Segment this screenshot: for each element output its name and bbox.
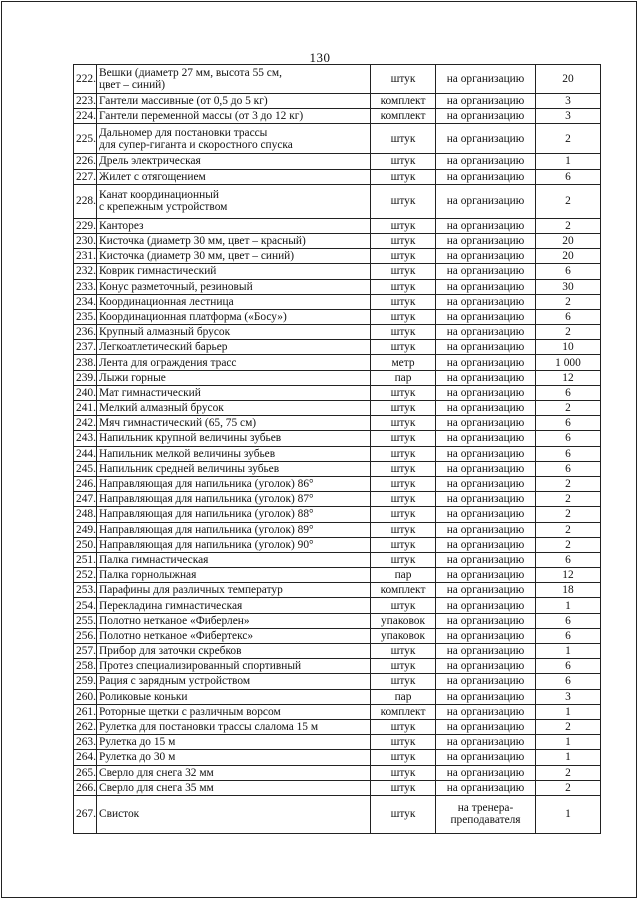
row-number: 255. xyxy=(74,613,97,628)
row-number: 257. xyxy=(74,644,97,659)
allocation-scope: на организацию xyxy=(436,124,536,154)
item-name: Направляющая для напильника (уголок) 88° xyxy=(97,507,371,522)
row-number: 223. xyxy=(74,94,97,109)
item-name: Роликовые коньки xyxy=(97,689,371,704)
table-row xyxy=(74,264,601,279)
allocation-scope: на организацию xyxy=(436,294,536,309)
quantity: 2 xyxy=(536,124,601,154)
unit-of-measure: штук xyxy=(371,492,436,507)
table-row xyxy=(74,154,601,169)
unit-of-measure: штук xyxy=(371,416,436,431)
table-row xyxy=(74,522,601,537)
unit-of-measure: комплект xyxy=(371,94,436,109)
unit-of-measure: штук xyxy=(371,340,436,355)
allocation-scope: на организацию xyxy=(436,154,536,169)
table-row xyxy=(74,416,601,431)
quantity: 18 xyxy=(536,583,601,598)
allocation-scope: на организацию xyxy=(436,169,536,184)
table-row xyxy=(74,765,601,780)
inventory-table xyxy=(73,64,601,834)
item-name: Полотно нетканое «Фиберлен» xyxy=(97,613,371,628)
table-row xyxy=(74,233,601,248)
item-name: Рулетка до 15 м xyxy=(97,735,371,750)
table-row xyxy=(74,279,601,294)
item-name: Мяч гимнастический (65, 75 см) xyxy=(97,416,371,431)
allocation-scope: на организацию xyxy=(436,583,536,598)
table-row xyxy=(74,689,601,704)
quantity: 6 xyxy=(536,431,601,446)
unit-of-measure: упаковок xyxy=(371,613,436,628)
item-name: Жилет с отягощением xyxy=(97,169,371,184)
quantity: 6 xyxy=(536,674,601,689)
table-row xyxy=(74,735,601,750)
row-number: 228. xyxy=(74,184,97,218)
table-row xyxy=(74,184,601,218)
allocation-scope: на организацию xyxy=(436,370,536,385)
unit-of-measure: штук xyxy=(371,598,436,613)
row-number: 262. xyxy=(74,719,97,734)
unit-of-measure: штук xyxy=(371,124,436,154)
item-name: Палка гимнастическая xyxy=(97,552,371,567)
row-number: 226. xyxy=(74,154,97,169)
page-number: 130 xyxy=(309,50,331,65)
item-name: Крупный алмазный брусок xyxy=(97,325,371,340)
allocation-scope: на организацию xyxy=(436,552,536,567)
allocation-scope: на организацию xyxy=(436,704,536,719)
allocation-scope: на организацию xyxy=(436,431,536,446)
unit-of-measure: штук xyxy=(371,401,436,416)
allocation-scope: на организацию xyxy=(436,674,536,689)
table-row xyxy=(74,750,601,765)
table-row xyxy=(74,461,601,476)
unit-of-measure: штук xyxy=(371,249,436,264)
item-name: Свисток xyxy=(97,795,371,833)
item-name: Мелкий алмазный брусок xyxy=(97,401,371,416)
row-number: 247. xyxy=(74,492,97,507)
table-row xyxy=(74,644,601,659)
quantity: 2 xyxy=(536,218,601,233)
item-name: Гантели переменной массы (от 3 до 12 кг) xyxy=(97,109,371,124)
quantity: 30 xyxy=(536,279,601,294)
item-name: Направляющая для напильника (уголок) 87° xyxy=(97,492,371,507)
quantity: 3 xyxy=(536,109,601,124)
unit-of-measure: штук xyxy=(371,309,436,324)
row-number: 250. xyxy=(74,537,97,552)
allocation-scope: на организацию xyxy=(436,461,536,476)
allocation-scope: на организацию xyxy=(436,719,536,734)
quantity: 6 xyxy=(536,385,601,400)
row-number: 251. xyxy=(74,552,97,567)
row-number: 230. xyxy=(74,233,97,248)
allocation-scope: на организацию xyxy=(436,644,536,659)
row-number: 224. xyxy=(74,109,97,124)
unit-of-measure: штук xyxy=(371,184,436,218)
item-name: Рулетка до 30 м xyxy=(97,750,371,765)
unit-of-measure: штук xyxy=(371,431,436,446)
item-name: Сверло для снега 35 мм xyxy=(97,780,371,795)
unit-of-measure: штук xyxy=(371,795,436,833)
item-name: Гантели массивные (от 0,5 до 5 кг) xyxy=(97,94,371,109)
table-row xyxy=(74,109,601,124)
allocation-scope: на организацию xyxy=(436,522,536,537)
item-name: Мат гимнастический xyxy=(97,385,371,400)
unit-of-measure: штук xyxy=(371,644,436,659)
item-name: Рулетка для постановки трассы слалома 15 м xyxy=(97,719,371,734)
item-name: Координационная лестница xyxy=(97,294,371,309)
item-name: Рация с зарядным устройством xyxy=(97,674,371,689)
quantity: 2 xyxy=(536,537,601,552)
item-name: Роторные щетки с различным ворсом xyxy=(97,704,371,719)
row-number: 239. xyxy=(74,370,97,385)
quantity: 2 xyxy=(536,476,601,491)
item-name: Сверло для снега 32 мм xyxy=(97,765,371,780)
row-number: 232. xyxy=(74,264,97,279)
unit-of-measure: упаковок xyxy=(371,628,436,643)
quantity: 20 xyxy=(536,65,601,94)
unit-of-measure: комплект xyxy=(371,583,436,598)
quantity: 6 xyxy=(536,613,601,628)
row-number: 222. xyxy=(74,65,97,94)
allocation-scope: на тренера- преподавателя xyxy=(436,795,536,833)
allocation-scope: на организацию xyxy=(436,507,536,522)
table-row xyxy=(74,65,601,94)
allocation-scope: на организацию xyxy=(436,385,536,400)
unit-of-measure: штук xyxy=(371,674,436,689)
item-name: Перекладина гимнастическая xyxy=(97,598,371,613)
unit-of-measure: штук xyxy=(371,233,436,248)
row-number: 252. xyxy=(74,568,97,583)
item-name: Легкоатлетический барьер xyxy=(97,340,371,355)
row-number: 234. xyxy=(74,294,97,309)
table-row xyxy=(74,704,601,719)
quantity: 2 xyxy=(536,507,601,522)
row-number: 240. xyxy=(74,385,97,400)
row-number: 238. xyxy=(74,355,97,370)
item-name: Напильник средней величины зубьев xyxy=(97,461,371,476)
unit-of-measure: штук xyxy=(371,522,436,537)
quantity: 2 xyxy=(536,719,601,734)
table-row xyxy=(74,401,601,416)
item-name: Кисточка (диаметр 30 мм, цвет – красный) xyxy=(97,233,371,248)
table-row xyxy=(74,294,601,309)
row-number: 227. xyxy=(74,169,97,184)
item-name: Вешки (диаметр 27 мм, высота 55 см, цвет – синий) xyxy=(97,65,371,94)
allocation-scope: на организацию xyxy=(436,355,536,370)
table-row xyxy=(74,507,601,522)
table-row xyxy=(74,537,601,552)
item-name: Конус разметочный, резиновый xyxy=(97,279,371,294)
table-row xyxy=(74,309,601,324)
unit-of-measure: штук xyxy=(371,218,436,233)
allocation-scope: на организацию xyxy=(436,628,536,643)
row-number: 266. xyxy=(74,780,97,795)
quantity: 10 xyxy=(536,340,601,355)
table-row xyxy=(74,628,601,643)
allocation-scope: на организацию xyxy=(436,735,536,750)
quantity: 2 xyxy=(536,184,601,218)
allocation-scope: на организацию xyxy=(436,233,536,248)
row-number: 235. xyxy=(74,309,97,324)
quantity: 20 xyxy=(536,249,601,264)
unit-of-measure: штук xyxy=(371,659,436,674)
allocation-scope: на организацию xyxy=(436,765,536,780)
unit-of-measure: штук xyxy=(371,537,436,552)
quantity: 6 xyxy=(536,461,601,476)
quantity: 1 xyxy=(536,750,601,765)
table-row xyxy=(74,598,601,613)
row-number: 248. xyxy=(74,507,97,522)
item-name: Палка горнолыжная xyxy=(97,568,371,583)
allocation-scope: на организацию xyxy=(436,184,536,218)
item-name: Канторез xyxy=(97,218,371,233)
row-number: 237. xyxy=(74,340,97,355)
row-number: 233. xyxy=(74,279,97,294)
allocation-scope: на организацию xyxy=(436,446,536,461)
row-number: 243. xyxy=(74,431,97,446)
allocation-scope: на организацию xyxy=(436,537,536,552)
unit-of-measure: штук xyxy=(371,507,436,522)
allocation-scope: на организацию xyxy=(436,94,536,109)
table-row xyxy=(74,124,601,154)
row-number: 236. xyxy=(74,325,97,340)
row-number: 245. xyxy=(74,461,97,476)
inventory-table-body xyxy=(74,65,601,834)
unit-of-measure: штук xyxy=(371,446,436,461)
row-number: 267. xyxy=(74,795,97,833)
allocation-scope: на организацию xyxy=(436,264,536,279)
allocation-scope: на организацию xyxy=(436,780,536,795)
table-row xyxy=(74,780,601,795)
row-number: 260. xyxy=(74,689,97,704)
table-row xyxy=(74,476,601,491)
quantity: 2 xyxy=(536,522,601,537)
quantity: 1 xyxy=(536,795,601,833)
table-row xyxy=(74,492,601,507)
row-number: 241. xyxy=(74,401,97,416)
quantity: 6 xyxy=(536,264,601,279)
quantity: 2 xyxy=(536,401,601,416)
item-name: Напильник мелкой величины зубьев xyxy=(97,446,371,461)
quantity: 6 xyxy=(536,628,601,643)
unit-of-measure: пар xyxy=(371,689,436,704)
unit-of-measure: штук xyxy=(371,264,436,279)
row-number: 261. xyxy=(74,704,97,719)
row-number: 264. xyxy=(74,750,97,765)
unit-of-measure: штук xyxy=(371,735,436,750)
table-row xyxy=(74,431,601,446)
unit-of-measure: комплект xyxy=(371,109,436,124)
quantity: 12 xyxy=(536,568,601,583)
item-name: Лента для ограждения трасс xyxy=(97,355,371,370)
table-row xyxy=(74,795,601,833)
quantity: 6 xyxy=(536,659,601,674)
table-row xyxy=(74,169,601,184)
quantity: 6 xyxy=(536,552,601,567)
allocation-scope: на организацию xyxy=(436,279,536,294)
allocation-scope: на организацию xyxy=(436,325,536,340)
quantity: 6 xyxy=(536,446,601,461)
quantity: 1 xyxy=(536,154,601,169)
table-row xyxy=(74,583,601,598)
row-number: 231. xyxy=(74,249,97,264)
table-row xyxy=(74,249,601,264)
quantity: 12 xyxy=(536,370,601,385)
row-number: 256. xyxy=(74,628,97,643)
unit-of-measure: комплект xyxy=(371,704,436,719)
quantity: 6 xyxy=(536,416,601,431)
item-name: Дрель электрическая xyxy=(97,154,371,169)
item-name: Кисточка (диаметр 30 мм, цвет – синий) xyxy=(97,249,371,264)
table-row xyxy=(74,370,601,385)
quantity: 2 xyxy=(536,765,601,780)
row-number: 246. xyxy=(74,476,97,491)
unit-of-measure: штук xyxy=(371,154,436,169)
item-name: Координационная платформа («Босу») xyxy=(97,309,371,324)
item-name: Напильник крупной величины зубьев xyxy=(97,431,371,446)
row-number: 253. xyxy=(74,583,97,598)
unit-of-measure: штук xyxy=(371,750,436,765)
unit-of-measure: пар xyxy=(371,568,436,583)
table-row xyxy=(74,218,601,233)
allocation-scope: на организацию xyxy=(436,659,536,674)
item-name: Протез специализированный спортивный xyxy=(97,659,371,674)
allocation-scope: на организацию xyxy=(436,613,536,628)
table-row xyxy=(74,355,601,370)
unit-of-measure: штук xyxy=(371,169,436,184)
table-row xyxy=(74,94,601,109)
allocation-scope: на организацию xyxy=(436,340,536,355)
quantity: 3 xyxy=(536,94,601,109)
row-number: 265. xyxy=(74,765,97,780)
item-name: Прибор для заточки скребков xyxy=(97,644,371,659)
row-number: 259. xyxy=(74,674,97,689)
quantity: 2 xyxy=(536,780,601,795)
allocation-scope: на организацию xyxy=(436,401,536,416)
quantity: 6 xyxy=(536,169,601,184)
table-row xyxy=(74,659,601,674)
item-name: Лыжи горные xyxy=(97,370,371,385)
unit-of-measure: штук xyxy=(371,476,436,491)
item-name: Дальномер для постановки трассы для супер-гиганта и скоростного спуска xyxy=(97,124,371,154)
quantity: 2 xyxy=(536,325,601,340)
allocation-scope: на организацию xyxy=(436,598,536,613)
item-name: Направляющая для напильника (уголок) 90° xyxy=(97,537,371,552)
unit-of-measure: штук xyxy=(371,325,436,340)
allocation-scope: на организацию xyxy=(436,750,536,765)
table-row xyxy=(74,325,601,340)
allocation-scope: на организацию xyxy=(436,476,536,491)
quantity: 2 xyxy=(536,294,601,309)
unit-of-measure: штук xyxy=(371,294,436,309)
unit-of-measure: штук xyxy=(371,552,436,567)
item-name: Направляющая для напильника (уголок) 89° xyxy=(97,522,371,537)
unit-of-measure: пар xyxy=(371,370,436,385)
allocation-scope: на организацию xyxy=(436,568,536,583)
unit-of-measure: штук xyxy=(371,461,436,476)
row-number: 225. xyxy=(74,124,97,154)
quantity: 1 xyxy=(536,644,601,659)
table-row xyxy=(74,568,601,583)
unit-of-measure: метр xyxy=(371,355,436,370)
item-name: Парафины для различных температур xyxy=(97,583,371,598)
table-row xyxy=(74,552,601,567)
allocation-scope: на организацию xyxy=(436,309,536,324)
item-name: Канат координационный с крепежным устройством xyxy=(97,184,371,218)
row-number: 254. xyxy=(74,598,97,613)
table-row xyxy=(74,719,601,734)
allocation-scope: на организацию xyxy=(436,65,536,94)
quantity: 20 xyxy=(536,233,601,248)
unit-of-measure: штук xyxy=(371,279,436,294)
row-number: 244. xyxy=(74,446,97,461)
quantity: 1 xyxy=(536,735,601,750)
allocation-scope: на организацию xyxy=(436,689,536,704)
row-number: 258. xyxy=(74,659,97,674)
unit-of-measure: штук xyxy=(371,765,436,780)
row-number: 229. xyxy=(74,218,97,233)
quantity: 2 xyxy=(536,492,601,507)
quantity: 1 xyxy=(536,598,601,613)
allocation-scope: на организацию xyxy=(436,218,536,233)
unit-of-measure: штук xyxy=(371,65,436,94)
table-row xyxy=(74,340,601,355)
allocation-scope: на организацию xyxy=(436,109,536,124)
row-number: 249. xyxy=(74,522,97,537)
allocation-scope: на организацию xyxy=(436,249,536,264)
quantity: 6 xyxy=(536,309,601,324)
unit-of-measure: штук xyxy=(371,780,436,795)
item-name: Полотно нетканое «Фибертекс» xyxy=(97,628,371,643)
quantity: 3 xyxy=(536,689,601,704)
allocation-scope: на организацию xyxy=(436,416,536,431)
row-number: 242. xyxy=(74,416,97,431)
table-row xyxy=(74,674,601,689)
quantity: 1 000 xyxy=(536,355,601,370)
table-row xyxy=(74,613,601,628)
table-row xyxy=(74,446,601,461)
table-row xyxy=(74,385,601,400)
unit-of-measure: штук xyxy=(371,719,436,734)
allocation-scope: на организацию xyxy=(436,492,536,507)
row-number: 263. xyxy=(74,735,97,750)
item-name: Направляющая для напильника (уголок) 86° xyxy=(97,476,371,491)
unit-of-measure: штук xyxy=(371,385,436,400)
quantity: 1 xyxy=(536,704,601,719)
item-name: Коврик гимнастический xyxy=(97,264,371,279)
